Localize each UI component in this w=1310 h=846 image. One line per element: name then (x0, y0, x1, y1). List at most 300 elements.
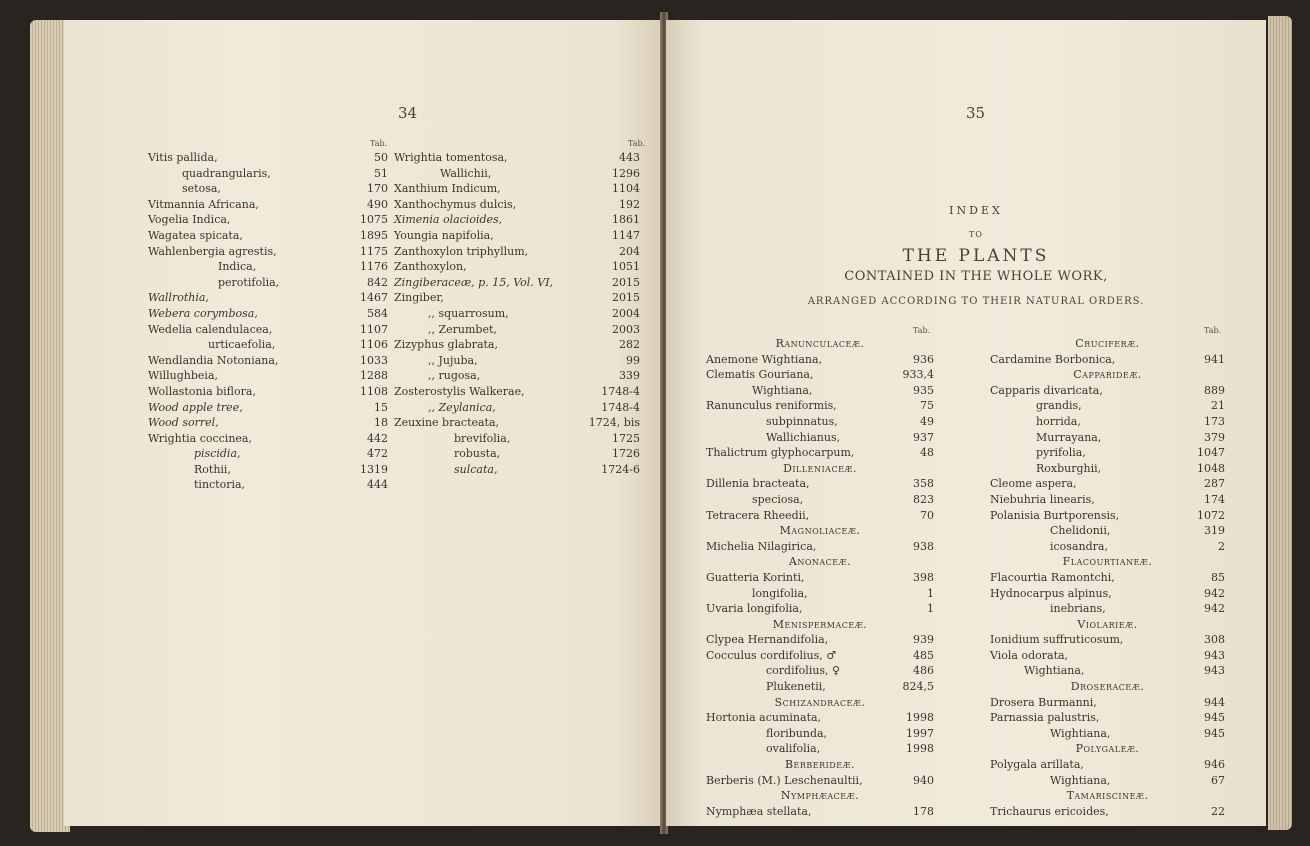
index-entry (990, 695, 1225, 711)
plate-number: 1072 (1197, 508, 1225, 522)
plant-name: ,, squarrosum, (428, 306, 509, 320)
plant-name: Wood apple tree, (148, 400, 243, 414)
plant-name: Uvaria longifolia, (706, 602, 803, 616)
plant-name: Wood sorrel, (148, 416, 219, 430)
index-entry (990, 726, 1225, 742)
arranged-heading: ARRANGED ACCORDING TO THEIR NATURAL ORDERS. (807, 296, 1145, 307)
plate-number: 933,4 (902, 368, 934, 382)
plant-name: longifolia, (752, 586, 808, 600)
plant-name: Wightiana, (1024, 664, 1085, 678)
plant-name: Zingiber, (394, 291, 444, 305)
plant-name: cordifolius, ♀ (766, 664, 841, 678)
plant-name: Berberis (M.) Leschenaultii, (706, 773, 863, 787)
left-page (64, 20, 662, 826)
plate-number: 1997 (906, 726, 934, 740)
index-entry (148, 244, 388, 260)
index-entry (394, 275, 640, 291)
plate-number: 1051 (612, 260, 640, 274)
index-entry (706, 430, 934, 446)
index-entry (394, 368, 640, 384)
plate-number: 1748-4 (601, 384, 640, 398)
plate-number: 1748-4 (601, 400, 640, 414)
plate-number: 824,5 (902, 680, 934, 694)
plant-name: Xanthochymus dulcis, (394, 197, 517, 211)
plate-number: 823 (913, 492, 934, 506)
index-entry (148, 259, 388, 275)
plate-number: 49 (920, 414, 934, 428)
index-entry (148, 337, 388, 353)
index-entry (990, 663, 1225, 679)
plate-number: 1724, bis (588, 416, 640, 430)
index-column-left-1 (148, 150, 388, 493)
plate-number: 1861 (612, 213, 640, 227)
index-entry (990, 773, 1225, 789)
plate-number: 939 (913, 633, 934, 647)
index-entry (990, 539, 1225, 555)
index-entry (990, 570, 1225, 586)
index-entry (990, 476, 1225, 492)
index-entry (706, 414, 934, 430)
index-entry (148, 197, 388, 213)
order-heading: Magnoliaceæ. (779, 524, 861, 538)
plate-number: 1998 (906, 742, 934, 756)
plant-name: Indica, (218, 260, 257, 274)
plant-name: Guatteria Korinti, (706, 570, 805, 584)
plate-number: 945 (1204, 711, 1225, 725)
page-number: 35 (966, 104, 986, 122)
index-entry (706, 492, 934, 508)
plate-number: 282 (619, 338, 640, 352)
plants-heading: THE PLANTS (902, 246, 1050, 266)
plant-name: Wagatea spicata, (148, 228, 243, 242)
plate-number: 943 (1204, 648, 1225, 662)
index-entry (990, 383, 1225, 399)
index-entry (990, 508, 1225, 524)
plate-number: 1106 (360, 338, 388, 352)
plate-number: 943 (1204, 664, 1225, 678)
index-entry (148, 446, 388, 462)
plant-name: Cocculus cordifolius, ♂ (706, 648, 837, 662)
plate-number: 1998 (906, 711, 934, 725)
index-entry (706, 398, 934, 414)
index-entry (148, 306, 388, 322)
index-entry (706, 632, 934, 648)
plate-number: 339 (619, 369, 640, 383)
plate-number: 940 (913, 773, 934, 787)
index-entry (990, 398, 1225, 414)
index-entry (990, 414, 1225, 430)
plate-number: 1108 (360, 384, 388, 398)
plate-number: 1 (927, 586, 934, 600)
plate-number: 358 (913, 477, 934, 491)
plate-number: 2 (1218, 539, 1225, 553)
plate-number: 1033 (360, 353, 388, 367)
plate-number: 2004 (612, 306, 640, 320)
index-entry (394, 197, 640, 213)
plant-name: Zeuxine bracteata, (394, 416, 500, 430)
index-entry (990, 757, 1225, 773)
plant-name: Wallichii, (440, 166, 492, 180)
plant-name: floribunda, (766, 726, 828, 740)
plant-name: Clypea Hernandifolia, (706, 633, 829, 647)
plant-name: tinctoria, (194, 478, 246, 492)
index-entry (148, 477, 388, 493)
index-entry (394, 150, 640, 166)
plate-number: 1048 (1197, 461, 1225, 475)
plant-name: Wightiana, (752, 383, 813, 397)
plate-number: 1104 (612, 182, 640, 196)
plate-number: 942 (1204, 586, 1225, 600)
plate-number: 174 (1204, 492, 1225, 506)
plate-number: 15 (374, 400, 388, 414)
plate-number: 170 (367, 182, 388, 196)
index-entry (148, 384, 388, 400)
plant-name: pyrifolia, (1036, 446, 1086, 460)
index-entry (706, 741, 934, 757)
plant-name: Polygala arillata, (990, 758, 1084, 772)
plate-number: 1075 (360, 213, 388, 227)
plate-number: 51 (374, 166, 388, 180)
plate-number: 22 (1211, 804, 1225, 818)
index-entry (148, 228, 388, 244)
plant-name: inebrians, (1050, 602, 1106, 616)
plant-name: Clematis Gouriana, (706, 368, 814, 382)
plant-name: Thalictrum glyphocarpum, (706, 446, 855, 460)
plant-name: speciosa, (752, 492, 804, 506)
plate-number: 942 (1204, 602, 1225, 616)
index-entry (706, 804, 934, 820)
plate-number: 1175 (360, 244, 388, 258)
plate-number: 443 (619, 151, 640, 164)
index-entry (706, 679, 934, 695)
plant-name: Parnassia palustris, (990, 711, 1100, 725)
plant-name: Ranunculus reniformis, (706, 399, 837, 413)
plant-name: Wollastonia biflora, (148, 384, 256, 398)
plate-number: 70 (920, 508, 934, 522)
plant-name: ,, Jujuba, (428, 353, 478, 367)
plant-name: Murrayana, (1036, 430, 1102, 444)
tab-column-header: Tab. (628, 139, 646, 148)
plate-number: 1724-6 (601, 462, 640, 476)
plant-name: Zizyphus glabrata, (394, 338, 498, 352)
index-entry (706, 383, 934, 399)
plate-number: 1 (927, 602, 934, 616)
index-entry (148, 166, 388, 182)
plant-name: Capparis divaricata, (990, 383, 1103, 397)
index-entry (394, 415, 640, 431)
order-heading: Violarieæ. (1077, 617, 1138, 631)
index-entry (394, 290, 640, 306)
index-column-left-2 (394, 150, 640, 477)
plant-name: Trichaurus ericoides, (990, 804, 1109, 818)
plant-name: Xanthium Indicum, (394, 182, 501, 196)
plant-name: Zanthoxylon, (394, 260, 467, 274)
page-edges-right (1268, 16, 1292, 830)
plate-number: 889 (1204, 383, 1225, 397)
index-entry (394, 462, 640, 478)
plate-number: 945 (1204, 726, 1225, 740)
order-heading: Anonaceæ. (788, 555, 852, 569)
plant-name: Wrightia coccinea, (148, 431, 252, 445)
index-entry (148, 368, 388, 384)
plant-name: Wrightia tomentosa, (394, 151, 508, 164)
plant-name: Drosera Burmanni, (990, 695, 1097, 709)
index-entry (394, 353, 640, 369)
index-entry (706, 773, 934, 789)
plant-name: Youngia napifolia, (394, 228, 494, 242)
plate-number: 398 (913, 570, 934, 584)
order-heading: Cruciferæ. (1075, 337, 1140, 350)
index-entry (148, 431, 388, 447)
plant-name: subpinnatus, (766, 414, 838, 428)
plant-name: Viola odorata, (990, 648, 1069, 662)
index-entry (148, 181, 388, 197)
plate-number: 1288 (360, 369, 388, 383)
plant-name: piscidia, (194, 447, 241, 461)
plant-name: Zosterostylis Walkerae, (394, 384, 525, 398)
index-entry (148, 212, 388, 228)
tab-column-header: Tab. (1204, 326, 1222, 335)
plate-number: 173 (1204, 414, 1225, 428)
plant-name: Rothii, (194, 462, 231, 476)
plant-name: Nymphæa stellata, (706, 804, 812, 818)
index-entry (706, 710, 934, 726)
index-entry (706, 476, 934, 492)
plate-number: 18 (374, 416, 388, 430)
index-entry (990, 492, 1225, 508)
index-entry (706, 352, 934, 368)
index-entry (394, 244, 640, 260)
index-entry (394, 166, 640, 182)
index-entry (394, 431, 640, 447)
page-number: 34 (398, 104, 418, 122)
index-entry (148, 275, 388, 291)
order-heading: Dilleniaceæ. (783, 461, 857, 475)
index-entry (706, 601, 934, 617)
plate-number: 48 (920, 446, 934, 460)
index-column-right-2 (990, 336, 1225, 819)
plate-number: 937 (913, 430, 934, 444)
tab-column-header: Tab. (370, 139, 388, 148)
index-entry (394, 228, 640, 244)
plant-name: Plukenetii, (766, 680, 826, 694)
index-entry (706, 367, 934, 383)
index-entry (148, 322, 388, 338)
order-heading: Schizandraceæ. (774, 695, 866, 709)
plant-name: Chelidonii, (1050, 524, 1111, 538)
plant-name: Hortonia acuminata, (706, 711, 822, 725)
index-entry (706, 648, 934, 664)
plant-name: urticaefolia, (208, 338, 276, 352)
order-heading: Ranunculaceæ. (775, 337, 865, 350)
index-entry (706, 539, 934, 555)
plate-number: 938 (913, 539, 934, 553)
open-book (30, 12, 1292, 834)
plate-number: 1319 (360, 462, 388, 476)
plant-name: Dillenia bracteata, (706, 477, 810, 491)
plate-number: 1147 (612, 228, 640, 242)
plate-number: 287 (1204, 477, 1225, 491)
plant-name: robusta, (454, 447, 501, 461)
index-entry (394, 322, 640, 338)
index-entry (148, 415, 388, 431)
plant-name: ,, Zerumbet, (428, 322, 497, 336)
plate-number: 178 (913, 804, 934, 818)
plant-name: Wallichianus, (766, 430, 841, 444)
plant-name: Wallrothia, (148, 291, 209, 305)
plate-number: 1047 (1197, 446, 1225, 460)
index-entry (394, 181, 640, 197)
plate-number: 1895 (360, 228, 388, 242)
plate-number: 935 (913, 383, 934, 397)
plate-number: 99 (626, 353, 640, 367)
plate-number: 308 (1204, 633, 1225, 647)
plant-name: Ximenia olacioides, (394, 213, 503, 227)
plate-number: 444 (367, 478, 388, 492)
plate-number: 442 (367, 431, 388, 445)
plate-number: 842 (367, 275, 388, 289)
plate-number: 50 (374, 151, 388, 164)
index-column-right-1 (706, 336, 934, 819)
plant-name: perotifolia, (218, 275, 280, 289)
plant-name: quadrangularis, (182, 166, 271, 180)
plate-number: 1725 (612, 431, 640, 445)
plate-number: 941 (1204, 352, 1225, 366)
plate-number: 490 (367, 197, 388, 211)
order-heading: Nymphæaceæ. (780, 789, 860, 803)
plate-number: 472 (367, 447, 388, 461)
plate-number: 1176 (360, 260, 388, 274)
index-entry (148, 400, 388, 416)
index-entry (990, 445, 1225, 461)
plant-name: Anemone Wightiana, (706, 352, 823, 366)
plate-number: 486 (913, 664, 934, 678)
contained-heading: CONTAINED IN THE WHOLE WORK, (844, 269, 1108, 284)
plate-number: 944 (1204, 695, 1225, 709)
order-heading: Menispermaceæ. (772, 617, 868, 631)
to-word: TO (969, 230, 983, 239)
plant-name: brevifolia, (454, 431, 511, 445)
index-entry (990, 632, 1225, 648)
order-heading: Droseraceæ. (1070, 680, 1145, 694)
plant-name: Wedelia calendulacea, (148, 322, 273, 336)
index-entry (394, 259, 640, 275)
plant-name: Wendlandia Notoniana, (148, 353, 279, 367)
order-heading: Tamariscineæ. (1066, 789, 1149, 803)
index-entry (394, 446, 640, 462)
index-entry (706, 726, 934, 742)
plant-name: Cardamine Borbonica, (990, 352, 1116, 366)
index-entry (706, 508, 934, 524)
index-entry (706, 445, 934, 461)
plant-name: Willughbeia, (148, 369, 219, 383)
plate-number: 2015 (612, 291, 640, 305)
plant-name: Niebuhria linearis, (990, 492, 1095, 506)
plant-name: Roxburghii, (1036, 461, 1102, 475)
plant-name: icosandra, (1050, 539, 1108, 553)
plate-number: 946 (1204, 758, 1225, 772)
index-entry (990, 648, 1225, 664)
order-heading: Berberideæ. (784, 758, 856, 772)
plate-number: 1107 (360, 322, 388, 336)
plant-name: ovalifolia, (766, 742, 821, 756)
tab-column-header: Tab. (913, 326, 931, 335)
plant-name: Webera corymbosa, (148, 306, 258, 320)
index-entry (990, 601, 1225, 617)
plant-name: Zingiberaceæ, p. 15, Vol. VI, (394, 275, 554, 289)
plate-number: 319 (1204, 524, 1225, 538)
plant-name: sulcata, (454, 462, 498, 476)
index-entry (706, 663, 934, 679)
index-entry (990, 352, 1225, 368)
plant-name: Vogelia Indica, (148, 213, 231, 227)
plant-name: Wightiana, (1050, 773, 1111, 787)
index-entry (148, 353, 388, 369)
order-heading: Polygaleæ. (1075, 742, 1140, 756)
index-entry (148, 150, 388, 166)
plate-number: 21 (1211, 399, 1225, 413)
plate-number: 584 (367, 306, 388, 320)
plate-number: 204 (619, 244, 640, 258)
index-entry (990, 523, 1225, 539)
index-entry (394, 212, 640, 228)
index-entry (706, 570, 934, 586)
plant-name: grandis, (1036, 399, 1082, 413)
index-entry (990, 430, 1225, 446)
index-entry (706, 586, 934, 602)
plant-name: Hydnocarpus alpinus, (990, 586, 1112, 600)
plant-name: Vitmannia Africana, (148, 197, 259, 211)
plate-number: 1296 (612, 166, 640, 180)
plate-number: 192 (619, 197, 640, 211)
plate-number: 2015 (612, 275, 640, 289)
plant-name: Vitis pallida, (148, 151, 218, 164)
plate-number: 75 (920, 399, 934, 413)
order-heading: Flacourtianeæ. (1062, 555, 1153, 569)
index-entry (148, 462, 388, 478)
plant-name: Zanthoxylon triphyllum, (394, 244, 529, 258)
plate-number: 2003 (612, 322, 640, 336)
plant-name: Wightiana, (1050, 726, 1111, 740)
index-entry (148, 290, 388, 306)
plant-name: Michelia Nilagirica, (706, 539, 817, 553)
plant-name: horrida, (1036, 414, 1081, 428)
plant-name: Cleome aspera, (990, 477, 1077, 491)
plant-name: ,, rugosa, (428, 369, 481, 383)
plant-name: ,, Zeylanica, (428, 400, 496, 414)
plant-name: Wahlenbergia agrestis, (148, 244, 277, 258)
index-heading: INDEX (949, 204, 1003, 217)
plate-number: 936 (913, 352, 934, 366)
plant-name: Flacourtia Ramontchi, (990, 570, 1115, 584)
plate-number: 67 (1211, 773, 1225, 787)
index-entry (394, 306, 640, 322)
plant-name: setosa, (182, 182, 221, 196)
index-entry (990, 586, 1225, 602)
index-entry (394, 384, 640, 400)
plant-name: Tetracera Rheedii, (706, 508, 810, 522)
index-entry (990, 461, 1225, 477)
order-heading: Capparideæ. (1073, 368, 1142, 382)
index-entry (990, 804, 1225, 820)
right-page (666, 20, 1266, 826)
plate-number: 485 (913, 648, 934, 662)
index-entry (394, 400, 640, 416)
index-entry (990, 710, 1225, 726)
plate-number: 1726 (612, 447, 640, 461)
index-entry (394, 337, 640, 353)
plant-name: Ionidium suffruticosum, (990, 633, 1124, 647)
